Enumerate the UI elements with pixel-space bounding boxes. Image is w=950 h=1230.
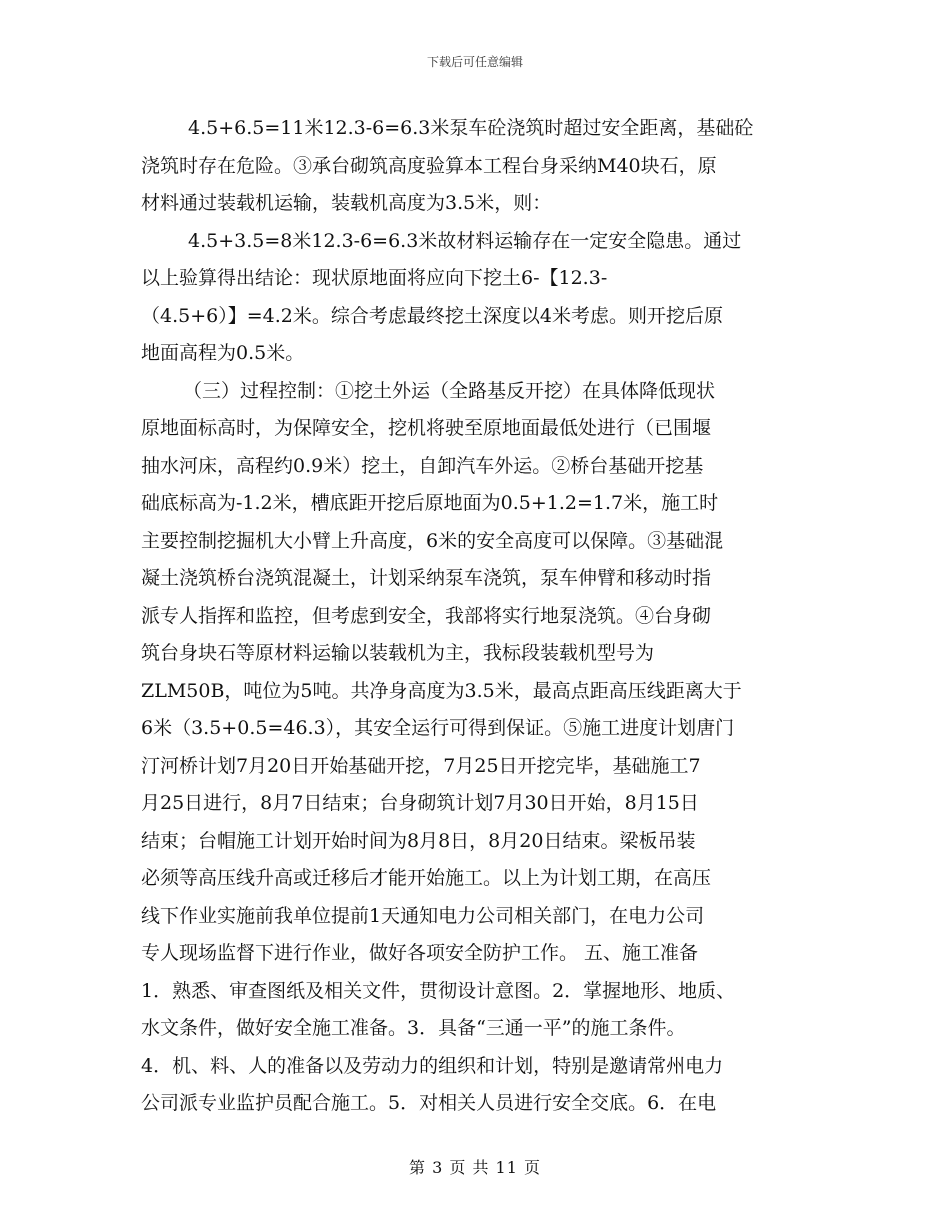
text-line: 6米（3.5+0.5=46.3），其安全运行可得到保证。⑤施工进度计划唐门 <box>141 717 735 739</box>
text-line: 凝土浇筑桥台浇筑混凝土，计划采纳泵车浇筑，泵车伸臂和移动时指 <box>141 567 712 589</box>
text-line: 材料通过装载机运输，装载机高度为3.5米，则： <box>141 192 552 214</box>
text-line: 线下作业实施前我单位提前1天通知电力公司相关部门，在电力公司 <box>141 904 705 927</box>
text-line: 浇筑时存在危险。③承台砌筑高度验算本工程台身采纳M40块石，原 <box>141 154 717 177</box>
text-line: 主要控制挖掘机大小臂上升高度，6米的安全高度可以保障。③基础混 <box>141 529 724 552</box>
text-line: 专人现场监督下进行作业，做好各项安全防护工作。 五、施工准备 <box>141 942 699 964</box>
document-body <box>141 110 809 1123</box>
text-line: 必须等高压线升高或迁移后才能开始施工。以上为计划工期，在高压 <box>141 867 712 889</box>
text-line: 结束；台帽施工计划开始时间为8月8日，8月20日结束。梁板吊装 <box>141 829 696 852</box>
text-line: （4.5+6）】=4.2米。综合考虑最终挖土深度以4米考虑。则开挖后原 <box>141 304 723 327</box>
text-line: 公司派专业监护员配合施工。5．对相关人员进行安全交底。6．在电 <box>141 1092 717 1114</box>
text-line: 4．机、料、人的准备以及劳动力的组织和计划，特别是邀请常州电力 <box>141 1054 724 1077</box>
text-line: 1．熟悉、审查图纸及相关文件，贯彻设计意图。2．掌握地形、地质、 <box>141 979 736 1002</box>
text-line: 原地面标高时，为保障安全，挖机将驶至原地面最低处进行（已围堰 <box>141 417 712 439</box>
text-line: （三）过程控制：①挖土外运（全路基反开挖）在具体降低现状 <box>183 379 716 402</box>
text-line: 水文条件，做好安全施工准备。3．具备“三通一平”的施工条件。 <box>141 1017 686 1039</box>
text-line: 地面高程为0.5米。 <box>141 342 305 364</box>
text-line: 月25日进行，8月7日结束；台身砌筑计划7月30日开始，8月15日 <box>141 792 699 814</box>
page-number: 第 3 页 共 11 页 <box>409 1158 541 1177</box>
text-line: 汀河桥计划7月20日开始基础开挖，7月25日开挖完毕，基础施工7 <box>141 754 701 777</box>
text-line: 4.5+6.5=11米12.3-6=6.3米泵车砼浇筑时超过安全距离，基础砼 <box>188 117 754 139</box>
text-line: 础底标高为-1.2米，槽底距开挖后原地面为0.5+1.2=1.7米，施工时 <box>141 492 719 514</box>
text-line: 筑台身块石等原材料运输以装载机为主，我标段装载机型号为 <box>141 642 655 664</box>
page-header: 下载后可任意编辑 <box>426 55 523 69</box>
text-line: 4.5+3.5=8米12.3-6=6.3米故材料运输存在一定安全隐患。通过 <box>188 229 742 252</box>
text-line: 派专人指挥和监控，但考虑到安全，我部将实行地泵浇筑。④台身砌 <box>141 604 712 627</box>
text-line: 抽水河床，高程约0.9米）挖土，自卸汽车外运。②桥台基础开挖基 <box>141 454 704 477</box>
text-line: ZLM50B，吨位为5吨。共净身高度为3.5米，最高点距高压线距离大于 <box>141 679 742 702</box>
text-line: 以上验算得出结论：现状原地面将应向下挖土6-【12.3- <box>141 267 608 289</box>
